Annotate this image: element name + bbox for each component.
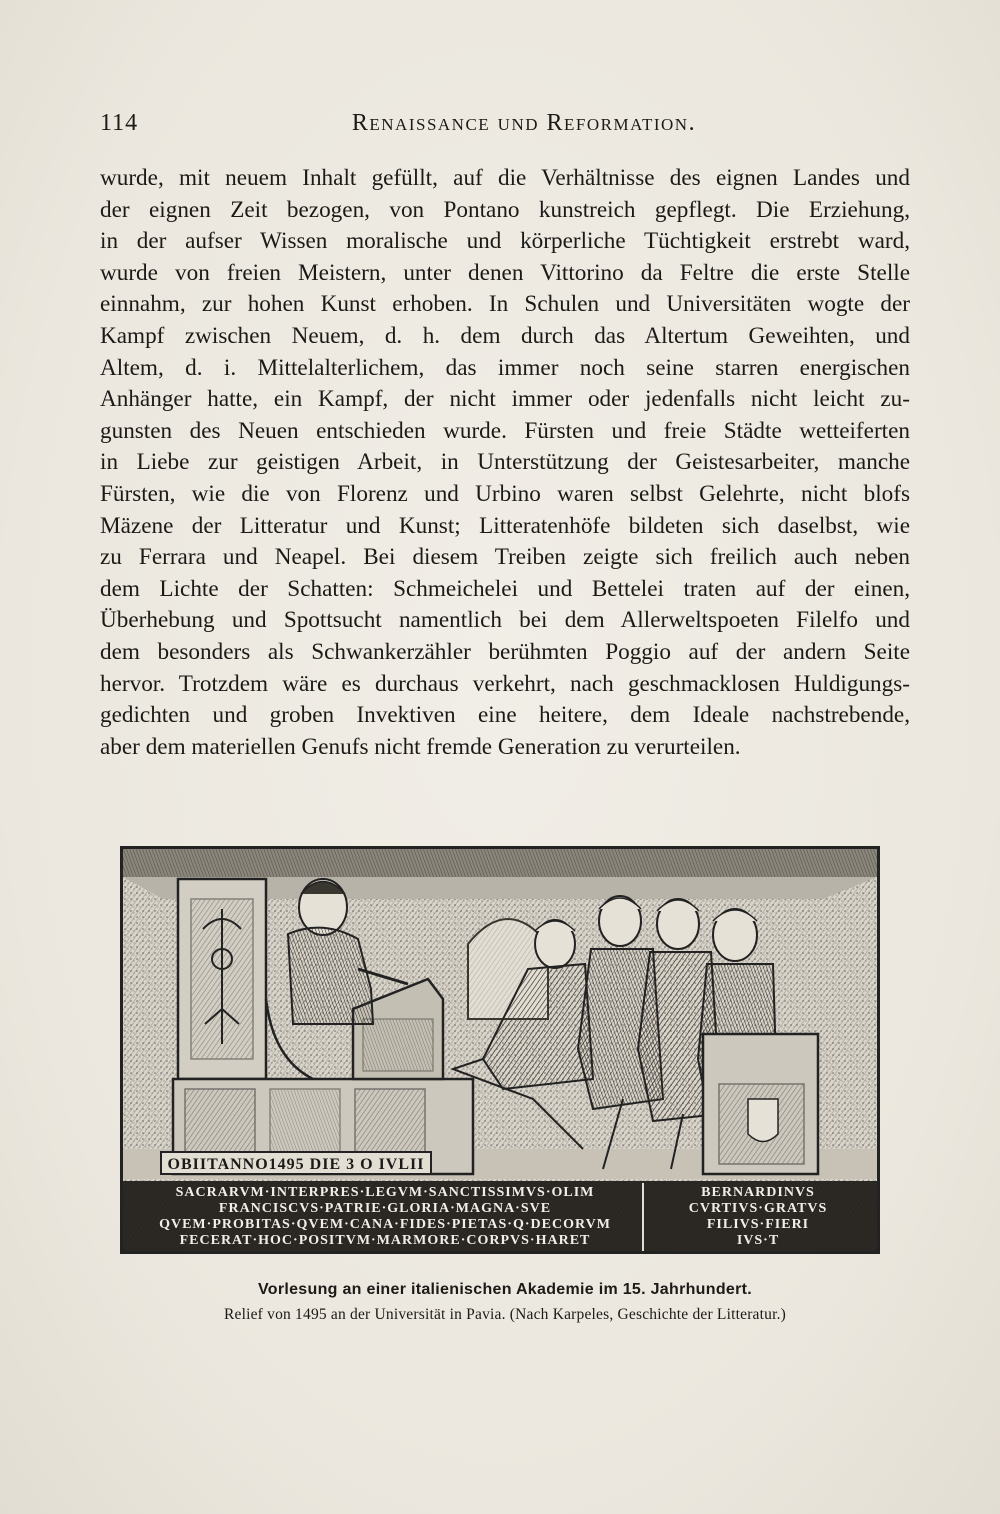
- inscription-line: FILIVS·FIERI: [706, 1217, 810, 1232]
- text-line: gedichten und groben Invektiven eine heitere, dem Ideale nachstrebende,: [100, 702, 910, 729]
- page-number: 114: [100, 110, 139, 136]
- figure-caption-source: Relief von 1495 an der Universität in Pavia. (Nach Karpeles, Geschichte der Litteratur.): [223, 1306, 787, 1323]
- text-line: hervor. Trotzdem wäre es durchaus verkehrt, nach geschmacklosen Huldigungs-: [100, 670, 910, 697]
- relief-engraving: [123, 849, 877, 1251]
- inscription-line: FECERAT·HOC·POSITVM·MARMORE·CORPVS·HARET: [179, 1233, 591, 1248]
- text-line: Altem, d. i. Mittelalterlichem, das immer noch seine starren energischen: [100, 354, 910, 381]
- text-line: wurde von freien Meistern, unter denen Vittorino da Feltre die erste Stelle: [100, 259, 910, 286]
- text-line: wurde, mit neuem Inhalt gefüllt, auf die Verhältnisse des eignen Landes und: [100, 165, 910, 191]
- text-line: Anhänger hatte, ein Kampf, der nicht immer oder jedenfalls nicht leicht zu-: [100, 386, 910, 413]
- text-line: aber dem materiellen Genufs nicht fremde Generation zu verurteilen.: [100, 733, 741, 760]
- text-line: einnahm, zur hohen Kunst erhoben. In Schulen und Universitäten wogte der: [100, 291, 910, 318]
- text-line: in der aufser Wissen moralische und körperliche Tüchtigkeit erstrebt ward,: [100, 228, 910, 255]
- text-line: Überhebung und Spottsucht namentlich bei dem Allerweltspoeten Filelfo und: [100, 607, 910, 634]
- text-line: Kampf zwischen Neuem, d. h. dem durch das Altertum Geweihten, und: [100, 322, 910, 349]
- figure-caption-title: Vorlesung an einer italienischen Akademie im 15. Jahrhundert.: [257, 1281, 752, 1298]
- inscription-line: FRANCISCVS·PATRIE·GLORIA·MAGNA·SVE: [218, 1201, 552, 1216]
- text-line: in Liebe zur geistigen Arbeit, in Unterstützung der Geistesarbeiter, manche: [100, 449, 910, 476]
- running-title: Renaissance und Reformation.: [351, 110, 697, 136]
- text-line: dem besonders als Schwankerzähler berühmten Poggio auf der andern Seite: [100, 638, 910, 665]
- text-line: dem Lichte der Schatten: Schmeichelei und Bettelei traten auf der einen,: [100, 575, 910, 602]
- page-header: [100, 110, 908, 146]
- text-line: Fürsten, wie die von Florenz und Urbino waren selbst Gelehrte, nicht blofs: [100, 480, 910, 507]
- inscription-line: QVEM·PROBITAS·QVEM·CANA·FIDES·PIETAS·Q·DECORVM: [159, 1217, 611, 1232]
- text-line: gunsten des Neuen entschieden wurde. Fürsten und freie Städte wetteiferten: [100, 417, 910, 444]
- body-text: [100, 163, 910, 763]
- inscription-line: CVRTIVS·GRATVS: [688, 1201, 828, 1216]
- text-line: Mäzene der Litteratur und Kunst; Litteratenhöfe bildeten sich daselbst, wie: [100, 512, 910, 539]
- inscription-line: BERNARDINVS: [701, 1185, 815, 1200]
- inscription-line: IVS·T: [736, 1233, 780, 1248]
- relief-illustration: [120, 846, 880, 1254]
- text-line: zu Ferrara und Neapel. Bei diesem Treiben zeigte sich freilich auch neben: [100, 544, 910, 571]
- coat-of-arms-icon: [748, 1099, 778, 1142]
- plaque-date: OBIITANNO1495 DIE 3 O IVLII: [167, 1156, 425, 1173]
- text-line: der eignen Zeit bezogen, von Pontano kunstreich gepflegt. Die Erziehung,: [100, 196, 910, 223]
- inscription-line: SACRARVM·INTERPRES·LEGVM·SANCTISSIMVS·OLIM: [175, 1185, 595, 1200]
